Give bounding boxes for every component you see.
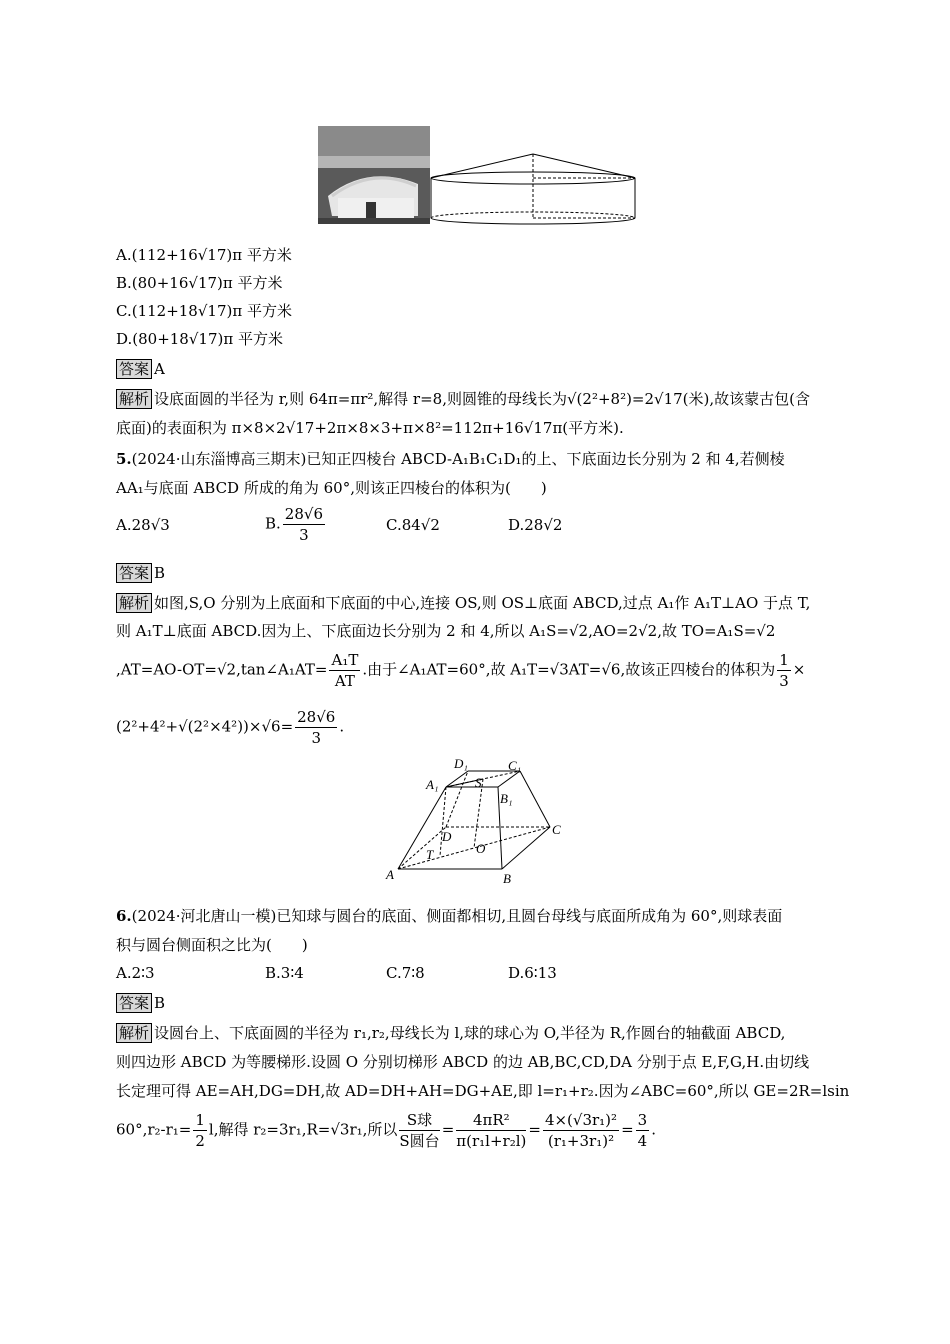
- analysis-text: .: [651, 1120, 656, 1139]
- q4-analysis-line1: [116, 388, 810, 409]
- q6-answer: [116, 993, 165, 1013]
- fraction-denominator: AT: [334, 672, 355, 690]
- answer-tag: 答案: [116, 993, 152, 1013]
- q6-option-d: D.6∶13: [508, 964, 557, 982]
- cylinder-cone-figure: [430, 152, 636, 226]
- analysis-tag: 解析: [116, 593, 152, 613]
- analysis-text: 60°,r₂-r₁=: [116, 1120, 192, 1139]
- q4-option-c: C.(112+18√17)π 平方米: [116, 302, 292, 320]
- analysis-text: ,AT=AO-OT=√2,tan∠A₁AT=: [116, 660, 328, 679]
- label-T: T: [426, 847, 434, 862]
- fraction-numerator: 1: [779, 651, 789, 669]
- q6-analysis-line1: [116, 1022, 785, 1043]
- label-O: O: [476, 841, 486, 856]
- label-C: C: [552, 822, 561, 837]
- fraction-denominator: 4: [637, 1132, 648, 1150]
- fraction-numerator: 28√6: [297, 708, 336, 726]
- q6-analysis-line2: 则四边形 ABCD 为等腰梯形.设圆 O 分别切梯形 ABCD 的边 AB,BC,CD,DA 分别于点 E,F,G,H.由切线: [116, 1053, 810, 1071]
- fraction-numerator: S球: [399, 1110, 439, 1131]
- fraction: [777, 650, 791, 691]
- fraction-denominator: S圆台: [399, 1132, 440, 1150]
- q6-stem-line1: [116, 905, 782, 926]
- question-number: 5.: [116, 450, 132, 468]
- option-label: B.: [265, 514, 281, 533]
- fraction-denominator: 3: [311, 729, 322, 747]
- q6-option-c: C.7∶8: [386, 964, 425, 982]
- equals-sign: =: [441, 1120, 455, 1139]
- analysis-text: l,解得 r₂=3r₁,R=√3r₁,所以: [208, 1120, 398, 1139]
- label-D1: D₁: [454, 756, 468, 771]
- answer-tag: 答案: [116, 563, 152, 583]
- q5-option-b: [265, 504, 327, 545]
- label-B1: B₁: [500, 791, 513, 806]
- frustum-figure: [380, 755, 580, 890]
- q5-analysis-line4: [116, 707, 344, 748]
- stem-text: (2024·山东淄博高三期末)已知正四棱台 ABCD-A₁B₁C₁D₁的上、下底面边长分别为 2 和 4,若侧棱: [131, 450, 785, 468]
- q5-analysis-line1: [116, 592, 810, 613]
- fraction: [543, 1110, 619, 1151]
- equals-sign: =: [621, 1120, 634, 1139]
- fraction-denominator: (r₁+3r₁)²: [547, 1132, 615, 1150]
- label-A: A: [386, 867, 394, 882]
- label-D: D: [442, 829, 452, 844]
- fraction-denominator: 3: [299, 526, 309, 544]
- analysis-text: (2²+4²+√(2²×4²))×√6=: [116, 717, 294, 736]
- analysis-text: 设底面圆的半径为 r,则 64π=πr²,解得 r=8,则圆锥的母线长为√(2²+8²)=2√17(米),故该蒙古包(含: [154, 390, 811, 408]
- q5-analysis-line2: 则 A₁T⊥底面 ABCD.因为上、下底面边长分别为 2 和 4,所以 A₁S=√2,AO=2√2,故 TO=A₁S=√2: [116, 622, 776, 640]
- q5-stem-line2: AA₁与底面 ABCD 所成的角为 60°,则该正四棱台的体积为( ): [116, 479, 547, 497]
- q5-option-c: C.84√2: [386, 516, 440, 534]
- equals-sign: =: [528, 1120, 541, 1139]
- q4-option-d: D.(80+18√17)π 平方米: [116, 330, 283, 348]
- fraction-numerator: A₁T: [331, 651, 359, 669]
- yurt-photo: [318, 126, 430, 224]
- q5-stem-line1: [116, 448, 785, 469]
- q6-option-b: B.3∶4: [265, 964, 304, 982]
- answer-value: A: [154, 360, 165, 378]
- fraction: [193, 1110, 207, 1151]
- fraction-numerator: 4πR²: [456, 1110, 526, 1131]
- q4-answer: [116, 359, 165, 379]
- analysis-text: .由于∠A₁AT=60°,故 A₁T=√3AT=√6,故该正四棱台的体积为: [362, 660, 776, 679]
- fraction: [295, 707, 337, 748]
- analysis-text: ×: [792, 660, 806, 679]
- fraction: [329, 650, 360, 691]
- answer-value: B: [154, 994, 166, 1012]
- fraction-numerator: 3: [637, 1111, 648, 1129]
- analysis-text: .: [339, 717, 345, 736]
- q4-option-a: A.(112+16√17)π 平方米: [116, 246, 292, 264]
- q4-analysis-line2: 底面)的表面积为 π×8×2√17+2π×8×3+π×8²=112π+16√17π(平方米).: [116, 419, 624, 437]
- q6-stem-line2: 积与圆台侧面积之比为( ): [116, 936, 308, 954]
- q4-option-b: B.(80+16√17)π 平方米: [116, 274, 283, 292]
- label-A1: A₁: [426, 777, 439, 792]
- fraction-numerator: 4×(√3r₁)²: [544, 1111, 618, 1129]
- analysis-tag: 解析: [116, 1023, 152, 1043]
- analysis-tag: 解析: [116, 389, 152, 409]
- label-B: B: [503, 871, 511, 886]
- fraction-denominator: 2: [195, 1132, 205, 1150]
- q5-answer: [116, 563, 165, 583]
- fraction: [399, 1110, 439, 1151]
- stem-text: (2024·河北唐山一模)已知球与圆台的底面、侧面都相切,且圆台母线与底面所成角为 60°,则球表面: [131, 907, 783, 925]
- fraction: [283, 504, 325, 545]
- label-C1: C₁: [508, 758, 522, 773]
- fraction-denominator: 3: [779, 672, 789, 690]
- analysis-text: 设圆台上、下底面圆的半径为 r₁,r₂,母线长为 l,球的球心为 O,半径为 R,作圆台的轴截面 ABCD,: [154, 1024, 786, 1042]
- fraction-numerator: 28√6: [284, 505, 323, 523]
- analysis-text: 如图,S,O 分别为上底面和下底面的中心,连接 OS,则 OS⊥底面 ABCD,过点 A₁作 A₁T⊥AO 于点 T,: [154, 594, 811, 612]
- question-number: 6.: [116, 907, 132, 925]
- label-S: S: [475, 775, 482, 790]
- answer-tag: 答案: [116, 359, 152, 379]
- q6-analysis-line4: [116, 1110, 656, 1151]
- q5-option-a: A.28√3: [116, 516, 170, 534]
- fraction: [636, 1110, 650, 1151]
- fraction: [456, 1110, 526, 1151]
- q6-analysis-line3: 长定理可得 AE=AH,DG=DH,故 AD=DH+AH=DG+AE,即 l=r₁+r₂.因为∠ABC=60°,所以 GE=2R=lsin: [116, 1082, 850, 1100]
- q6-option-a: A.2∶3: [116, 964, 155, 982]
- fraction-denominator: π(r₁l+r₂l): [456, 1132, 527, 1150]
- q5-analysis-line3: [116, 650, 805, 691]
- answer-value: B: [154, 564, 166, 582]
- q5-option-d: D.28√2: [508, 516, 563, 534]
- fraction-numerator: 1: [195, 1111, 205, 1129]
